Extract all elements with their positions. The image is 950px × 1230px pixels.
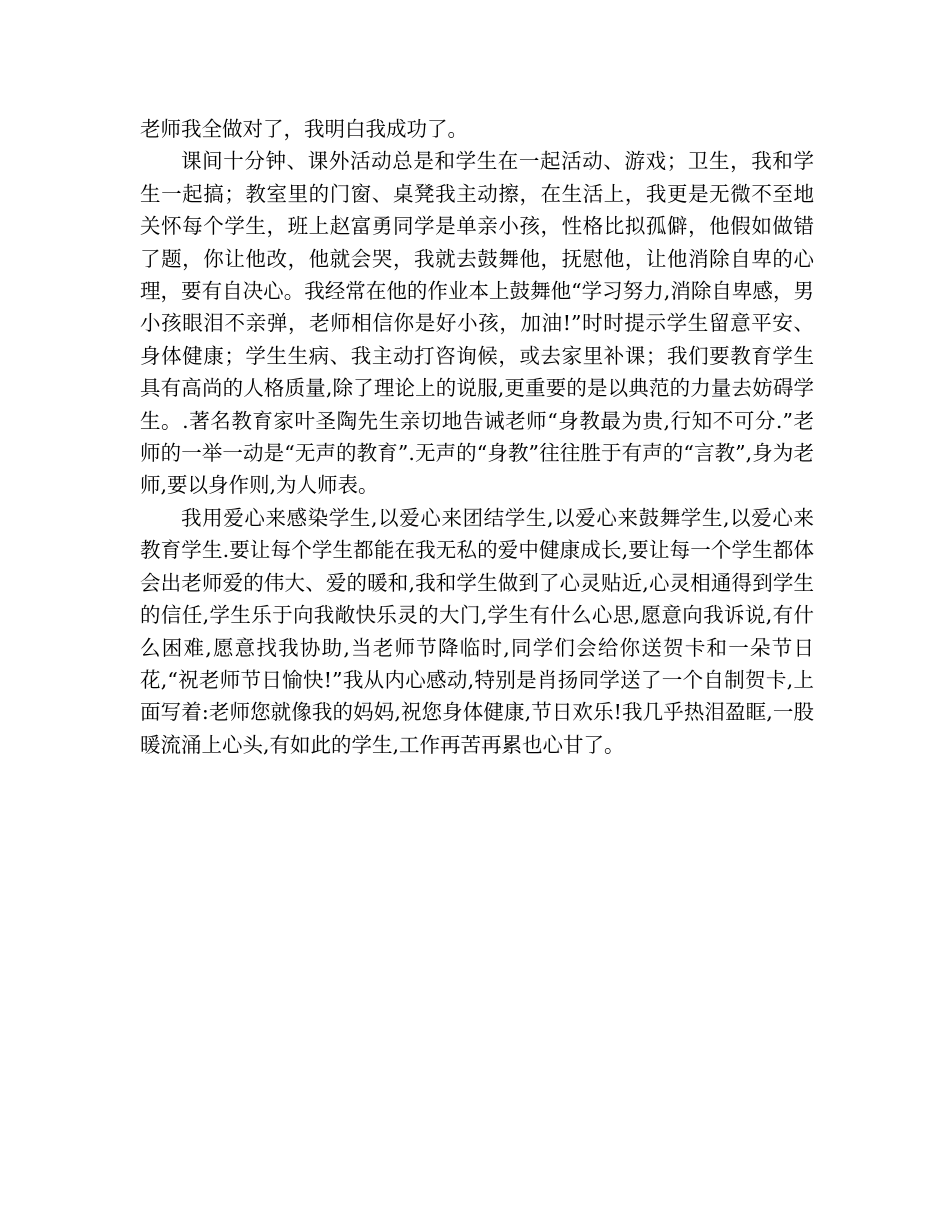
paragraph-daily-care: 课间十分钟、课外活动总是和学生在一起活动、游戏；卫生，我和学生一起搞；教室里的门窗、桌凳我主动擦，在生活上，我更是无微不至地关怀每个学生，班上赵富勇同学是单亲小孩，性格比拟孤僻，他假如做错了题，你让他改，他就会哭，我就去鼓舞他，抚慰他，让他消除自卑的心理，要有自决心。我经常在他的作业本上鼓舞他“学习努力,消除自卑感，男小孩眼泪不亲弹，老师相信你是好小孩，加油!”时时提示学生留意平安、身体健康；学生生病、我主动打咨询候，或去家里补课；我们要教育学生具有高尚的人格质量,除了理论上的说服,更重要的是以典范的力量去妨碍学生。.著名教育家叶圣陶先生亲切地告诫老师“身教最为贵,行知不可分.”老师的一举一动是“无声的教育”.无声的“身教”往往胜于有声的“言教”,身为老师,要以身作则,为人师表。 xyxy=(140,149,814,498)
paragraph-continuation: 老师我全做对了，我明白我成功了。 xyxy=(140,117,468,141)
document-body xyxy=(140,113,814,761)
paragraph-love-education: 我用爱心来感染学生,以爱心来团结学生,以爱心来鼓舞学生,以爱心来教育学生.要让每个学生都能在我无私的爱中健康成长,要让每一个学生都体会出老师爱的伟大、爱的暖和,我和学生做到了心灵贴近,心灵相通得到学生的信任,学生乐于向我敞快乐灵的大门,学生有什么心思,愿意向我诉说,有什么困难,愿意找我协助,当老师节降临时,同学们会给你送贺卡和一朵节日花,“祝老师节日愉快!”我从内心感动,特别是肖扬同学送了一个自制贺卡,上面写着:老师您就像我的妈妈,祝您身体健康,节日欢乐!我几乎热泪盈眶,一股暖流涌上心头,有如此的学生,工作再苦再累也心甘了。 xyxy=(140,505,814,757)
